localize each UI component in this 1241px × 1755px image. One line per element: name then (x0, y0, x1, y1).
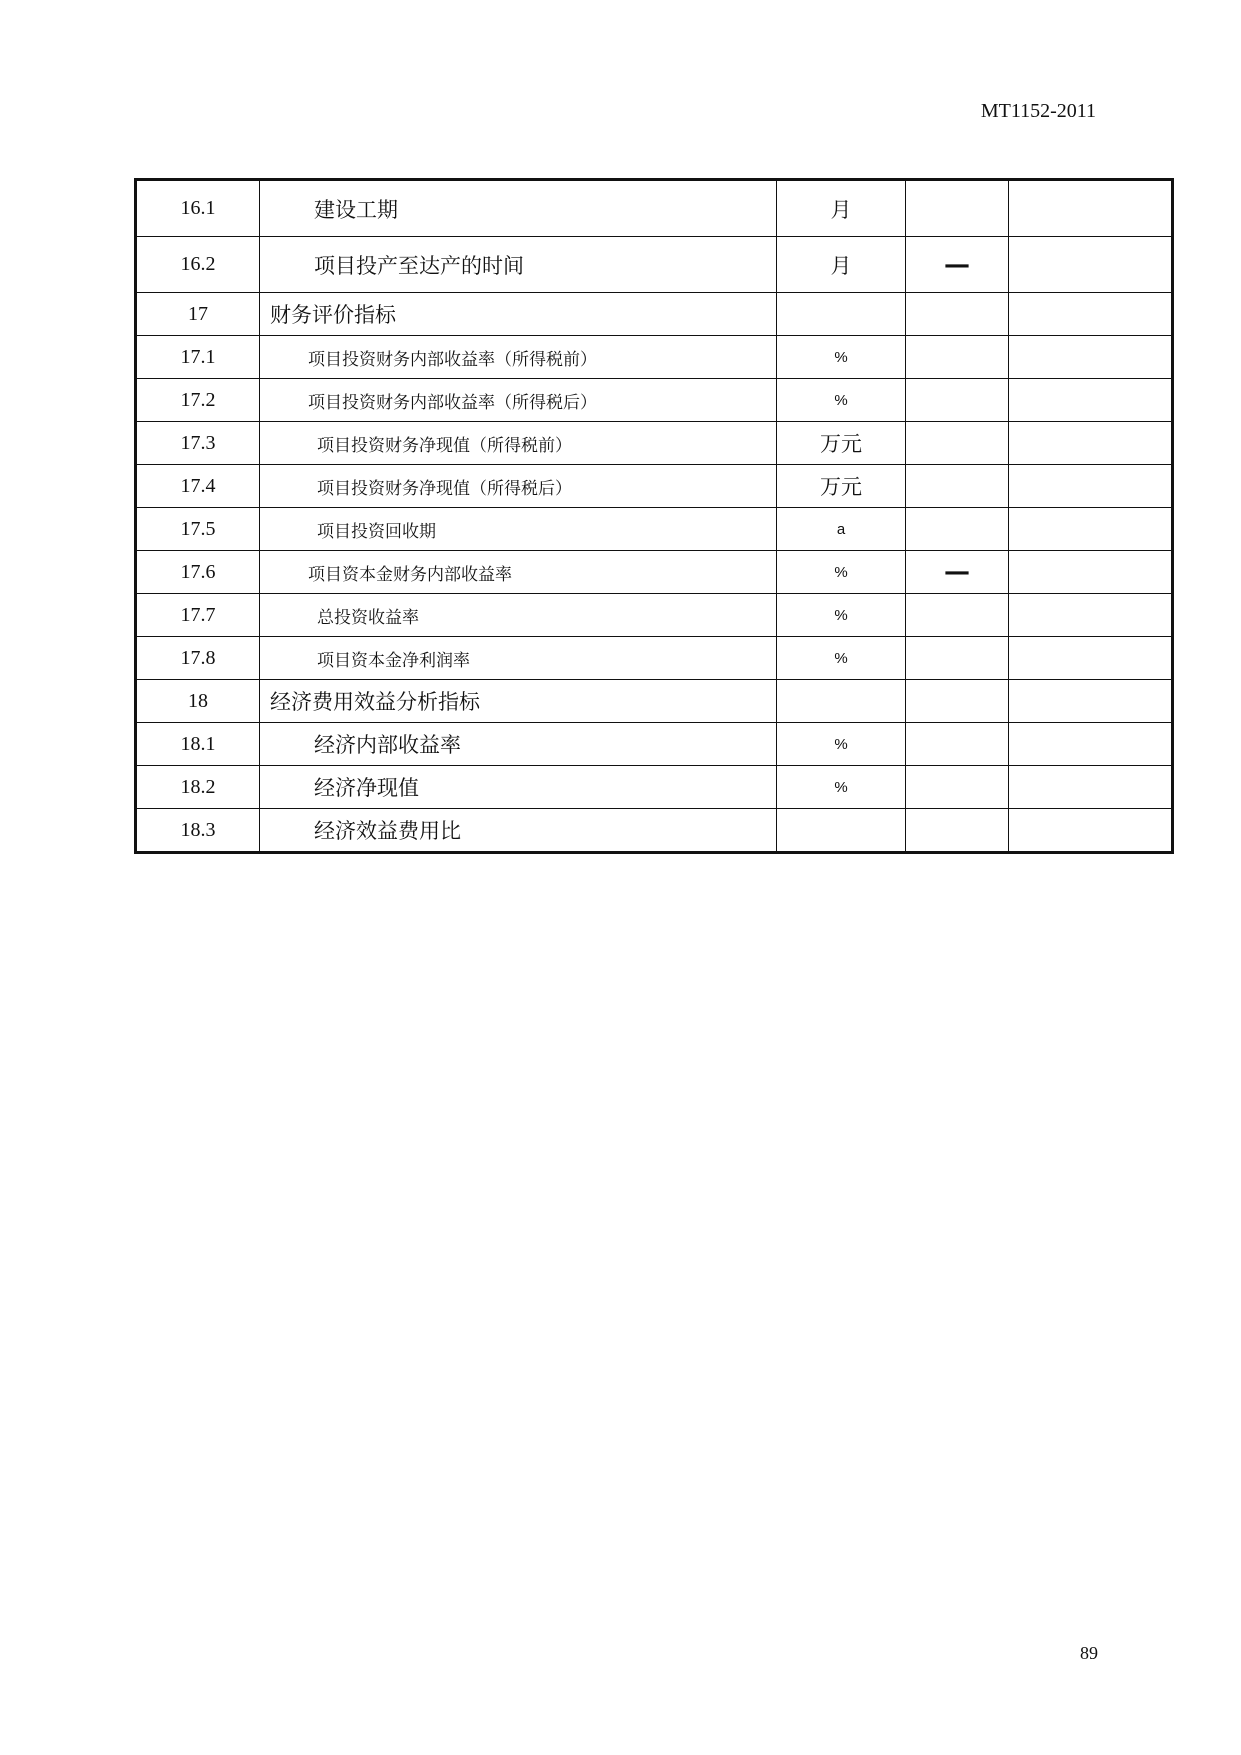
table-row (136, 180, 1173, 237)
indicator-unit: % (777, 551, 906, 594)
table-row (136, 809, 1173, 853)
indicator-unit: % (777, 336, 906, 379)
value-cell (1009, 766, 1173, 809)
indicator-unit: 月 (777, 180, 906, 237)
indicator-name: 项目投资财务净现值（所得税前） (260, 422, 777, 465)
indicator-unit: % (777, 766, 906, 809)
table-row (136, 422, 1173, 465)
indicator-name: 项目资本金净利润率 (260, 637, 777, 680)
row-number: 18.3 (136, 809, 260, 853)
indicator-unit (777, 680, 906, 723)
indicator-name: 项目投资财务内部收益率（所得税前） (260, 336, 777, 379)
value-cell (906, 680, 1009, 723)
indicator-name: 经济内部收益率 (260, 723, 777, 766)
table-row (136, 336, 1173, 379)
row-number: 17.2 (136, 379, 260, 422)
value-cell (906, 422, 1009, 465)
indicator-name: 项目资本金财务内部收益率 (260, 551, 777, 594)
row-number: 18.1 (136, 723, 260, 766)
value-cell (1009, 180, 1173, 237)
indicator-unit: 万元 (777, 422, 906, 465)
table-row (136, 293, 1173, 336)
table-row (136, 379, 1173, 422)
value-cell (1009, 508, 1173, 551)
row-number: 17.6 (136, 551, 260, 594)
indicator-name: 总投资收益率 (260, 594, 777, 637)
row-number: 17.3 (136, 422, 260, 465)
indicator-unit: % (777, 637, 906, 680)
value-cell (1009, 422, 1173, 465)
indicator-name: 项目投资财务净现值（所得税后） (260, 465, 777, 508)
value-cell (906, 766, 1009, 809)
table-row (136, 508, 1173, 551)
table-row (136, 594, 1173, 637)
document-code: MT1152-2011 (980, 100, 1096, 122)
value-cell (906, 508, 1009, 551)
row-number: 17 (136, 293, 260, 336)
row-number: 17.8 (136, 637, 260, 680)
indicator-table (134, 178, 1174, 854)
value-cell (1009, 379, 1173, 422)
value-cell (1009, 465, 1173, 508)
value-cell (906, 594, 1009, 637)
indicator-name: 项目投资财务内部收益率（所得税后） (260, 379, 777, 422)
row-number: 17.7 (136, 594, 260, 637)
table-row (136, 551, 1173, 594)
indicator-name: 财务评价指标 (260, 293, 777, 336)
row-number: 17.4 (136, 465, 260, 508)
table-row (136, 766, 1173, 809)
value-cell (1009, 594, 1173, 637)
value-cell (1009, 551, 1173, 594)
indicator-unit: % (777, 723, 906, 766)
indicator-unit: % (777, 594, 906, 637)
value-cell (906, 637, 1009, 680)
value-cell: — (906, 237, 1009, 293)
row-number: 18 (136, 680, 260, 723)
row-number: 16.1 (136, 180, 260, 237)
row-number: 18.2 (136, 766, 260, 809)
indicator-unit: 月 (777, 237, 906, 293)
value-cell (906, 465, 1009, 508)
indicator-unit (777, 293, 906, 336)
indicator-name: 项目投产至达产的时间 (260, 237, 777, 293)
value-cell (906, 293, 1009, 336)
table-row (136, 680, 1173, 723)
indicator-name: 经济费用效益分析指标 (260, 680, 777, 723)
indicator-unit: a (777, 508, 906, 551)
value-cell (906, 180, 1009, 237)
value-cell (906, 809, 1009, 853)
row-number: 17.1 (136, 336, 260, 379)
row-number: 17.5 (136, 508, 260, 551)
table-row (136, 723, 1173, 766)
value-cell (1009, 680, 1173, 723)
table-row (136, 637, 1173, 680)
value-cell (1009, 336, 1173, 379)
value-cell (906, 336, 1009, 379)
indicator-unit: 万元 (777, 465, 906, 508)
value-cell (906, 723, 1009, 766)
indicator-unit (777, 809, 906, 853)
indicator-unit: % (777, 379, 906, 422)
value-cell (1009, 637, 1173, 680)
table-row (136, 465, 1173, 508)
value-cell (1009, 237, 1173, 293)
row-number: 16.2 (136, 237, 260, 293)
indicator-name: 项目投资回收期 (260, 508, 777, 551)
indicator-name: 建设工期 (260, 180, 777, 237)
value-cell (906, 379, 1009, 422)
value-cell (1009, 723, 1173, 766)
value-cell: — (906, 551, 1009, 594)
page-number: 89 (1080, 1643, 1098, 1663)
indicator-name: 经济效益费用比 (260, 809, 777, 853)
value-cell (1009, 293, 1173, 336)
table-row (136, 237, 1173, 293)
value-cell (1009, 809, 1173, 853)
indicator-name: 经济净现值 (260, 766, 777, 809)
